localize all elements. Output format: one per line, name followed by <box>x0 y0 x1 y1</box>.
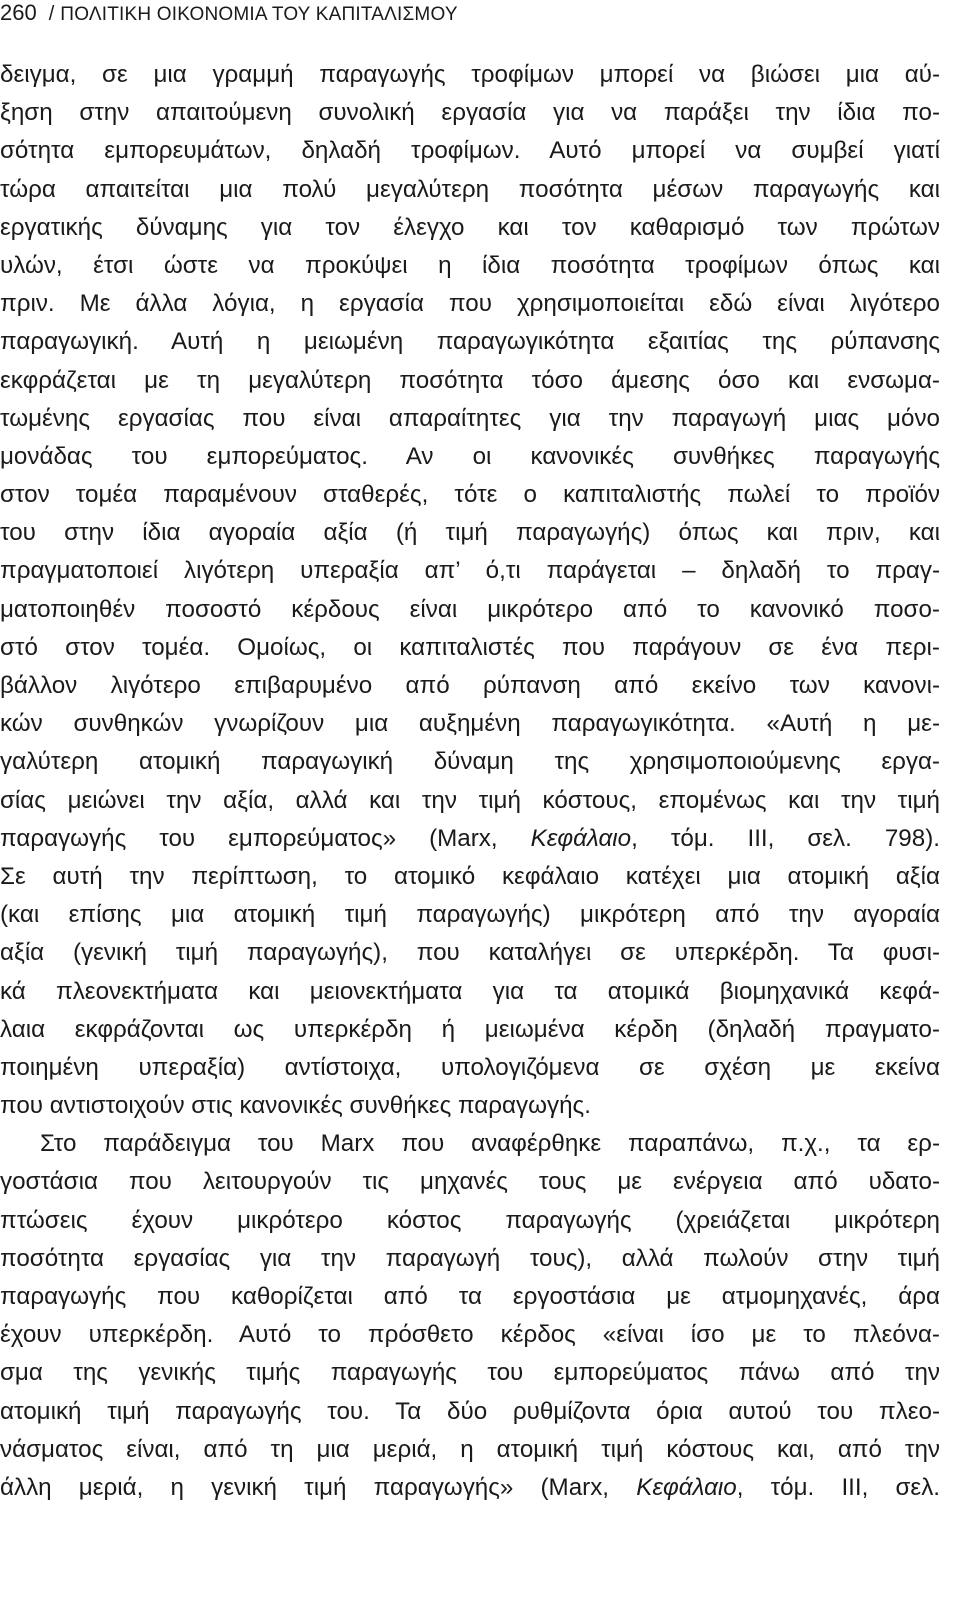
text-run: νάσματος είναι, από τη μια μεριά, η ατομική τιμή κόστους και, από την <box>0 1435 940 1463</box>
running-title: ΠΟΛΙΤΙΚΗ ΟΙΚΟΝΟΜΙΑ ΤΟΥ ΚΑΠΙΤΑΛΙΣΜΟΥ <box>60 4 458 25</box>
text-line <box>0 476 940 514</box>
text-run: σότητα εμπορευμάτων, δηλαδή τροφίμων. Αυτό μπορεί να συμβεί γιατί <box>0 137 940 165</box>
text-line <box>0 1240 940 1278</box>
text-line <box>0 667 940 705</box>
text-run: αξία (γενική τιμή παραγωγής), που καταλήγει σε υπερκέρδη. Τα φυσι- <box>0 939 940 967</box>
text-line <box>0 94 940 132</box>
text-line <box>0 705 940 743</box>
text-run: τωμένης εργασίας που είναι απαραίτητες για την παραγωγή μιας μόνο <box>0 404 940 432</box>
text-run: Στο παράδειγμα του Marx που αναφέρθηκε παραπάνω, π.χ., τα ερ- <box>40 1130 940 1158</box>
text-line <box>0 209 940 247</box>
text-line <box>0 1202 940 1240</box>
text-line <box>0 973 940 1011</box>
text-run: εργατικής δύναμης για τον έλεγχο και τον καθαρισμό των πρώτων <box>0 213 940 241</box>
text-run: , τόμ. III, σελ. 798). <box>631 824 940 852</box>
text-line <box>0 514 940 552</box>
text-run: στον τομέα παραμένουν σταθερές, τότε ο καπιταλιστής πωλεί το προϊόν <box>0 481 940 509</box>
text-run: του στην ίδια αγοραία αξία (ή τιμή παραγωγής) όπως και πριν, και <box>0 519 940 547</box>
text-line <box>0 1316 940 1354</box>
text-line <box>0 247 940 285</box>
text-line <box>0 56 940 94</box>
text-run: κών συνθηκών γνωρίζουν μια αυξημένη παραγωγικότητα. «Αυτή η με- <box>0 710 940 738</box>
text-line <box>0 1393 940 1431</box>
text-line <box>0 743 940 781</box>
text-line <box>0 285 940 323</box>
text-run: εκφράζεται με τη μεγαλύτερη ποσότητα τόσο άμεσης όσο και ενσωμα- <box>0 366 940 394</box>
text-line <box>0 591 940 629</box>
text-line <box>0 1049 940 1087</box>
text-line <box>0 1278 940 1316</box>
text-run: μονάδας του εμπορεύματος. Αν οι κανονικές συνθήκες παραγωγής <box>0 442 940 470</box>
text-line <box>0 1469 940 1507</box>
text-line <box>0 934 940 972</box>
text-run: κά πλεονεκτήματα και μειονεκτήματα για τα ατομικά βιομηχανικά κεφά- <box>0 977 940 1005</box>
text-line <box>0 782 940 820</box>
text-run: Σε αυτή την περίπτωση, το ατομικό κεφάλαιο κατέχει μια ατομική αξία <box>0 862 940 890</box>
text-run: βάλλον λιγότερο επιβαρυμένο από ρύπανση από εκείνο των κανονι- <box>0 672 940 699</box>
text-run: άλλη μεριά, η γενική τιμή παραγωγής» (Marx, <box>0 1473 637 1501</box>
text-line <box>0 1087 940 1125</box>
text-run: ποιημένη υπεραξία) αντίστοιχα, υπολογιζόμενα σε σχέση με εκείνα <box>0 1053 940 1081</box>
text-run: παραγωγής του εμπορεύματος» (Marx, <box>0 824 531 852</box>
text-run: σίας μειώνει την αξία, αλλά και την τιμή κόστους, επομένως και την τιμή <box>0 786 940 814</box>
text-line <box>0 629 940 667</box>
text-line <box>0 552 940 590</box>
text-line <box>0 323 940 361</box>
text-run: λαια εκφράζονται ως υπερκέρδη ή μειωμένα κέρδη (δηλαδή πραγματο- <box>0 1015 940 1043</box>
text-line <box>0 1163 940 1201</box>
text-line <box>0 400 940 438</box>
text-run: παραγωγής που καθορίζεται από τα εργοστάσια με ατμομηχανές, άρα <box>0 1283 940 1310</box>
text-line <box>0 132 940 170</box>
text-run: σμα της γενικής τιμής παραγωγής του εμπορεύματος πάνω από την <box>0 1359 940 1387</box>
text-line <box>0 1011 940 1049</box>
text-line <box>0 1354 940 1392</box>
text-run: πριν. Με άλλα λόγια, η εργασία που χρησιμοποιείται εδώ είναι λιγότερο <box>0 290 940 318</box>
text-line <box>0 858 940 896</box>
text-run: πτώσεις έχουν μικρότερο κόστος παραγωγής (χρειάζεται μικρότερη <box>0 1206 940 1234</box>
text-run: (και επίσης μια ατομική τιμή παραγωγής) μικρότερη από την αγοραία <box>0 901 940 929</box>
text-run: τώρα απαιτείται μια πολύ μεγαλύτερη ποσότητα μέσων παραγωγής και <box>0 175 940 203</box>
text-run: ματοποιηθέν ποσοστό κέρδους είναι μικρότερο από το κανονικό ποσο- <box>0 595 940 623</box>
text-run: δειγμα, σε μια γραμμή παραγωγής τροφίμων μπορεί να βιώσει μια αύ- <box>0 61 940 88</box>
text-line <box>0 171 940 209</box>
text-run: ξηση στην απαιτούμενη συνολική εργασία για να παράξει την ίδια πο- <box>0 99 940 127</box>
text-line <box>0 1431 940 1469</box>
text-run: που αντιστοιχούν στις κανονικές συνθήκες παραγωγής. <box>0 1092 591 1120</box>
page-header <box>0 0 458 26</box>
body-text <box>0 56 940 1507</box>
italic-title: Κεφάλαιο <box>636 1473 737 1501</box>
text-line <box>0 438 940 476</box>
page-number: 260 <box>0 0 37 25</box>
text-run: στό στον τομέα. Ομοίως, οι καπιταλιστές που παράγουν σε ένα περι- <box>0 633 940 661</box>
text-run: έχουν υπερκέρδη. Αυτό το πρόσθετο κέρδος «είναι ίσο με το πλεόνα- <box>0 1321 940 1349</box>
text-line <box>0 896 940 934</box>
text-line <box>0 820 940 858</box>
text-run: πραγματοποιεί λιγότερη υπεραξία απ’ ό,τι παράγεται – δηλαδή το πραγ- <box>0 557 940 585</box>
text-line <box>0 362 940 400</box>
header-separator: / <box>48 3 55 25</box>
text-run: , τόμ. III, σελ. <box>736 1473 941 1501</box>
text-run: υλών, έτσι ώστε να προκύψει η ίδια ποσότητα τροφίμων όπως και <box>0 251 940 279</box>
text-run: ποσότητα εργασίας για την παραγωγή τους), αλλά πωλούν στην τιμή <box>0 1244 940 1272</box>
text-run: παραγωγική. Αυτή η μειωμένη παραγωγικότητα εξαιτίας της ρύπανσης <box>0 328 940 356</box>
italic-title: Κεφάλαιο <box>530 824 632 852</box>
text-line <box>0 1125 940 1163</box>
text-run: γαλύτερη ατομική παραγωγική δύναμη της χρησιμοποιούμενης εργα- <box>0 748 940 776</box>
text-run: ατομική τιμή παραγωγής του. Τα δύο ρυθμίζοντα όρια αυτού του πλεο- <box>0 1397 940 1425</box>
text-run: γοστάσια που λειτουργούν τις μηχανές τους με ενέργεια από υδατο- <box>0 1168 940 1196</box>
